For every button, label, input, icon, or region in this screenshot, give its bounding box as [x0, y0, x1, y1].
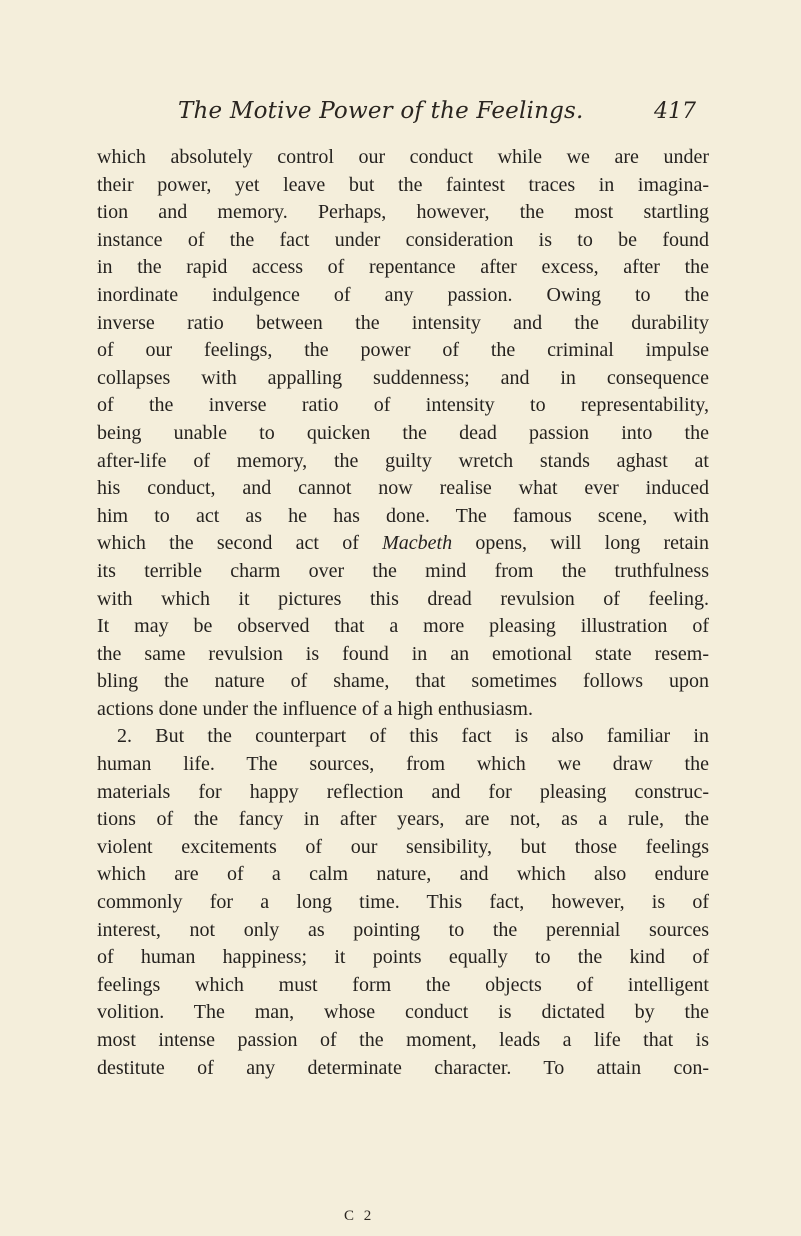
body-text: [97, 144, 709, 1082]
text-line: It may be observed that a more pleasing illustration of: [97, 615, 709, 638]
paragraph-1: [97, 144, 709, 723]
paragraph-2: [97, 723, 709, 1082]
text-line: of our feelings, the power of the criminal impulse: [97, 339, 709, 362]
text-line: him to act as he has done. The famous scene, with: [97, 504, 709, 527]
text-line: most intense passion of the moment, leads a life that is: [97, 1029, 709, 1051]
text-line: commonly for a long time. This fact, however, is of: [97, 891, 709, 914]
text-line: with which it pictures this dread revulsion of feeling.: [97, 587, 709, 610]
page-number: 417: [654, 99, 696, 124]
text-line: bling the nature of shame, that sometimes follows upon: [97, 670, 709, 693]
signature-mark: C 2: [344, 1208, 375, 1224]
text-line: materials for happy reflection and for pleasing construc-: [97, 780, 709, 803]
text-line: tions of the fancy in after years, are not, as a rule, the: [97, 808, 709, 831]
text-line: destitute of any determinate character. To attain con-: [97, 1056, 709, 1079]
text-line: inordinate indulgence of any passion. Owing to the: [97, 283, 709, 306]
text-line: interest, not only as pointing to the perennial sources: [97, 918, 709, 941]
text-line: collapses with appalling suddenness; and in consequence: [97, 366, 709, 389]
text-line: of human happiness; it points equally to the kind of: [97, 946, 709, 969]
running-title: The Motive Power of the Feelings.: [178, 98, 584, 124]
text-line: the same revulsion is found in an emotional state resem-: [97, 642, 709, 665]
text-line: 2. But the counterpart of this fact is also familiar in: [117, 725, 709, 748]
text-line: being unable to quicken the dead passion into the: [97, 421, 709, 444]
text-line: actions done under the influence of a high enthusiasm.: [97, 697, 533, 720]
text-line: which absolutely control our conduct while we are under: [97, 146, 709, 168]
text-line: feelings which must form the objects of intelligent: [97, 973, 709, 996]
text-line: [97, 530, 709, 558]
text-line: violent excitements of our sensibility, but those feelings: [97, 835, 709, 858]
text-line: volition. The man, whose conduct is dictated by the: [97, 1001, 709, 1024]
text-line: after-life of memory, the guilty wretch stands aghast at: [97, 449, 709, 472]
text-line: his conduct, and cannot now realise what ever induced: [97, 477, 709, 500]
text-line: which are of a calm nature, and which also endure: [97, 863, 709, 886]
text-line: human life. The sources, from which we draw the: [97, 753, 709, 776]
text-line: its terrible charm over the mind from the truthfulness: [97, 559, 709, 582]
running-head: [178, 98, 698, 130]
text-line: instance of the fact under consideration is to be found: [97, 228, 709, 251]
text-line: tion and memory. Perhaps, however, the most startling: [97, 201, 709, 224]
text-run: which the second act of: [97, 532, 383, 555]
text-line: their power, yet leave but the faintest traces in imagina-: [97, 173, 709, 196]
play-title: Macbeth: [382, 532, 453, 555]
text-line: of the inverse ratio of intensity to representability,: [97, 394, 709, 417]
text-run: opens, will long retain: [452, 532, 710, 555]
text-line: inverse ratio between the intensity and the durability: [97, 311, 709, 334]
text-line: in the rapid access of repentance after excess, after the: [97, 256, 709, 279]
